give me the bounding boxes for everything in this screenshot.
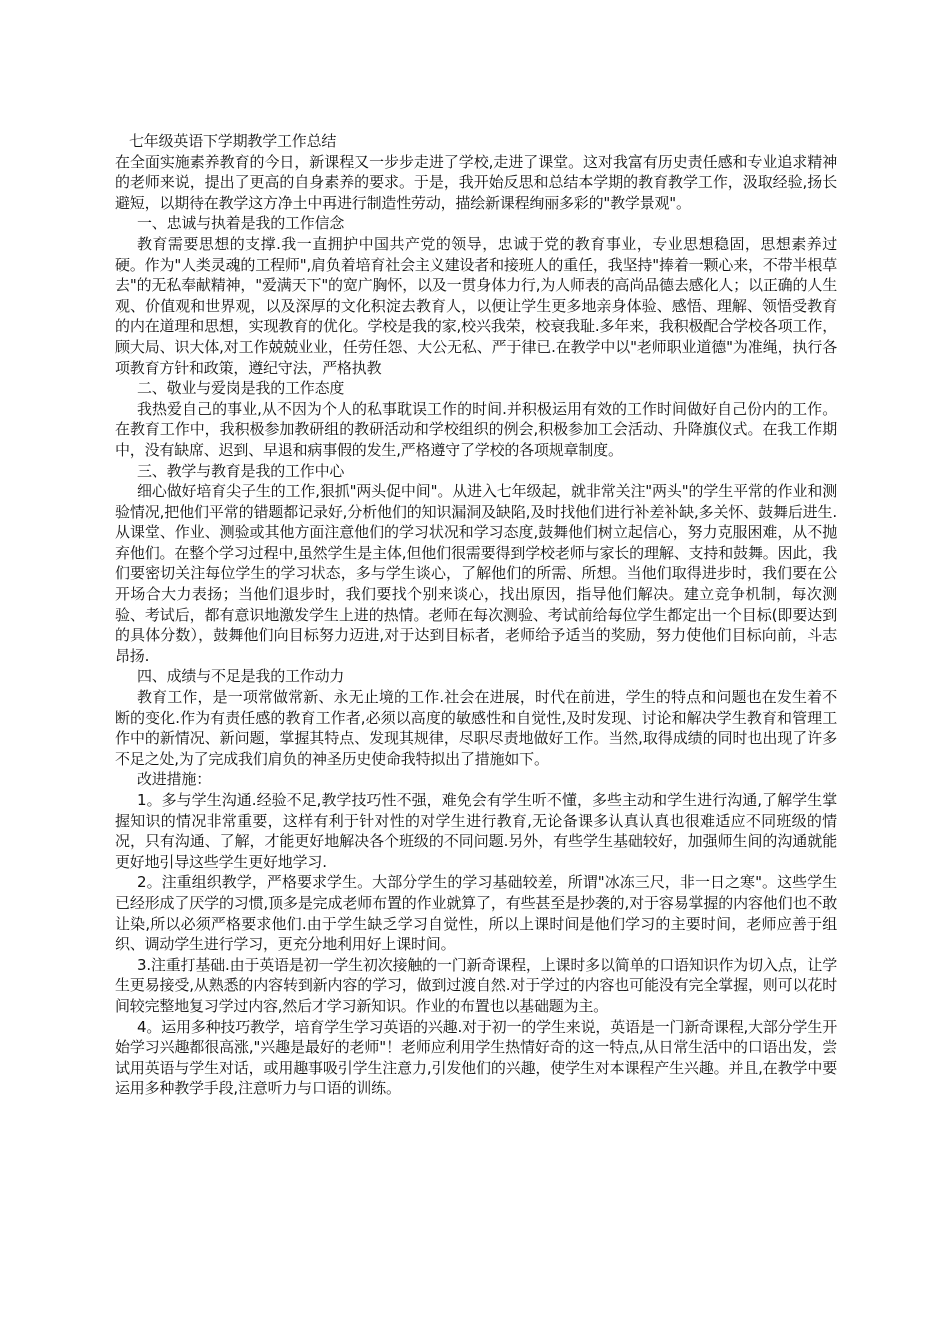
- paragraph-para-1: 教育需要思想的支撑.我一直拥护中国共产党的领导，忠诚于党的教育事业，专业思想稳固，思想素养过硬。作为"人类灵魂的工程师",肩负着培育社会主义建设者和接班人的重任，我坚持"捧着一颗心来，不带半根草去"的无私奉献精神，"爱满天下"的宽广胸怀，以及一贯身体力行,为人师表的高尚品德去感化人；以正确的人生观、价值观和世界观，以及深厚的文化积淀去教育人，以便让学生更多地亲身体验、感悟、理解、领悟受教育的内在道理和思想，实现教育的优化。学校是我的家,校兴我荣，校衰我耻.多年来，我积极配合学校各项工作，顾大局、识大体,对工作兢兢业业，任劳任怨、大公无私、严于律已.在教学中以"老师职业道德"为准绳，执行各项教育方针和政策，遵纪守法，严格执教: [115, 234, 837, 377]
- paragraph-para-4: 教育工作，是一项常做常新、永无止境的工作.社会在进展，时代在前进，学生的特点和问题也在发生着不断的变化.作为有责任感的教育工作者,必须以高度的敏感性和自觉性,及时发现、讨论和解决学生教育和管理工作中的新情况、新问题，掌握其特点、发现其规律，尽职尽责地做好工作。当然,取得成绩的同时也出现了许多不足之处,为了完成我们肩负的神圣历史使命我特拟出了措施如下。: [115, 688, 837, 768]
- document-title: 七年级英语下学期教学工作总结: [129, 132, 337, 150]
- document-body: [115, 152, 837, 1099]
- paragraph-para-3: 细心做好培育尖子生的工作,狠抓"两头促中间"。从进入七年级起，就非常关注"两头"的学生平常的作业和测验情况,把他们平常的错题都记录好,分析他们的知识漏洞及缺陷,及时找他们进行补差补缺,多关怀、鼓舞后进生.从课堂、作业、测验或其他方面注意他们的学习状况和学习态度,鼓舞他们树立起信心，努力克服困难，从不抛弃他们。在整个学习过程中,虽然学生是主体,但他们很需要得到学校老师与家长的理解、支持和鼓舞。因此，我们要密切关注每位学生的学习状态，多与学生谈心，了解他们的所需、所想。当他们取得进步时，我们要在公开场合大力表扬；当他们退步时，我们要找个别来谈心，找出原因，指导他们解决。建立竞争机制，每次测验、考试后，都有意识地激发学生上进的热情。老师在每次测验、考试前给每位学生都定出一个目标(即要达到的具体分数），鼓舞他们向目标努力迈进,对于达到目标者，老师给予适当的奖励，努力使他们目标向前，斗志昂扬.: [115, 482, 837, 665]
- paragraph-heading-2: 二、敬业与爱岗是我的工作态度: [137, 379, 345, 398]
- paragraph-para-2: 我热爱自己的事业,从不因为个人的私事耽误工作的时间.并积极运用有效的工作时间做好自己份内的工作。在教育工作中，我积极参加教研组的教研活动和学校组织的例会,积极参加工会活动、升降旗仪式。在我工作期中，没有缺席、迟到、早退和病事假的发生,严格遵守了学校的各项规章制度。: [115, 399, 837, 459]
- paragraph-heading-4: 四、成绩与不足是我的工作动力: [137, 667, 345, 686]
- paragraph-measure-3: 3.注重打基础.由于英语是初一学生初次接触的一门新奇课程，上课时多以简单的口语知识作为切入点，让学生更易接受,从熟悉的内容转到新内容的学习，做到过渡自然.对于学过的内容也可能没有完全掌握，则可以花时间较完整地复习学过内容,然后才学习新知识。作业的布置也以基础题为主。: [115, 955, 837, 1015]
- paragraph-intro: 在全面实施素养教育的今日，新课程又一步步走进了学校,走进了课堂。这对我富有历史责任感和专业追求精神的老师来说，提出了更高的自身素养的要求。于是，我开始反思和总结本学期的教育教学工作，汲取经验,扬长避短，以期待在教学这方净土中再进行制造性劳动，描绘新课程绚丽多彩的"教学景观"。: [115, 152, 837, 212]
- document-page: [115, 131, 837, 1099]
- paragraph-heading-3: 三、教学与教育是我的工作中心: [137, 461, 345, 480]
- paragraph-measures-heading: 改进措施：: [137, 770, 212, 789]
- paragraph-heading-1: 一、忠诚与执着是我的工作信念: [137, 214, 345, 233]
- paragraph-measure-2: 2。注重组织教学，严格要求学生。大部分学生的学习基础较差，所谓"冰冻三尺，非一日之寒"。这些学生已经形成了厌学的习惯,顶多是完成老师布置的作业就算了，有些甚至是抄袭的,对于容易掌握的内容他们也不敢让染,所以必须严格要求他们.由于学生缺乏学习自觉性，所以上课时间是他们学习的主要时间，老师应善于组织、调动学生进行学习，更充分地利用好上课时间。: [115, 873, 837, 954]
- paragraph-measure-4: 4。运用多种技巧教学，培育学生学习英语的兴趣.对于初一的学生来说，英语是一门新奇课程,大部分学生开始学习兴趣都很高涨,"兴趣是最好的老师"！老师应利用学生热情好奇的这一特点,从日常生活中的口语出发，尝试用英语与学生对话，或用趣事吸引学生注意力,引发他们的兴趣，使学生对本课程产生兴趣。并且,在教学中要运用多种教学手段,注意听力与口语的训练。: [115, 1017, 837, 1098]
- paragraph-measure-1: 1。多与学生沟通.经验不足,教学技巧性不强，难免会有学生听不懂，多些主动和学生进行沟通,了解学生掌握知识的情况非常重要，这样有利于针对性的对学生进行教育,无论备课多认真认真也很难适应不同班级的情况，只有沟通、了解，才能更好地解决各个班级的不同问题.另外，有些学生基础较好，加强师生间的沟通就能更好地引导这些学生更好地学习.: [115, 791, 837, 871]
